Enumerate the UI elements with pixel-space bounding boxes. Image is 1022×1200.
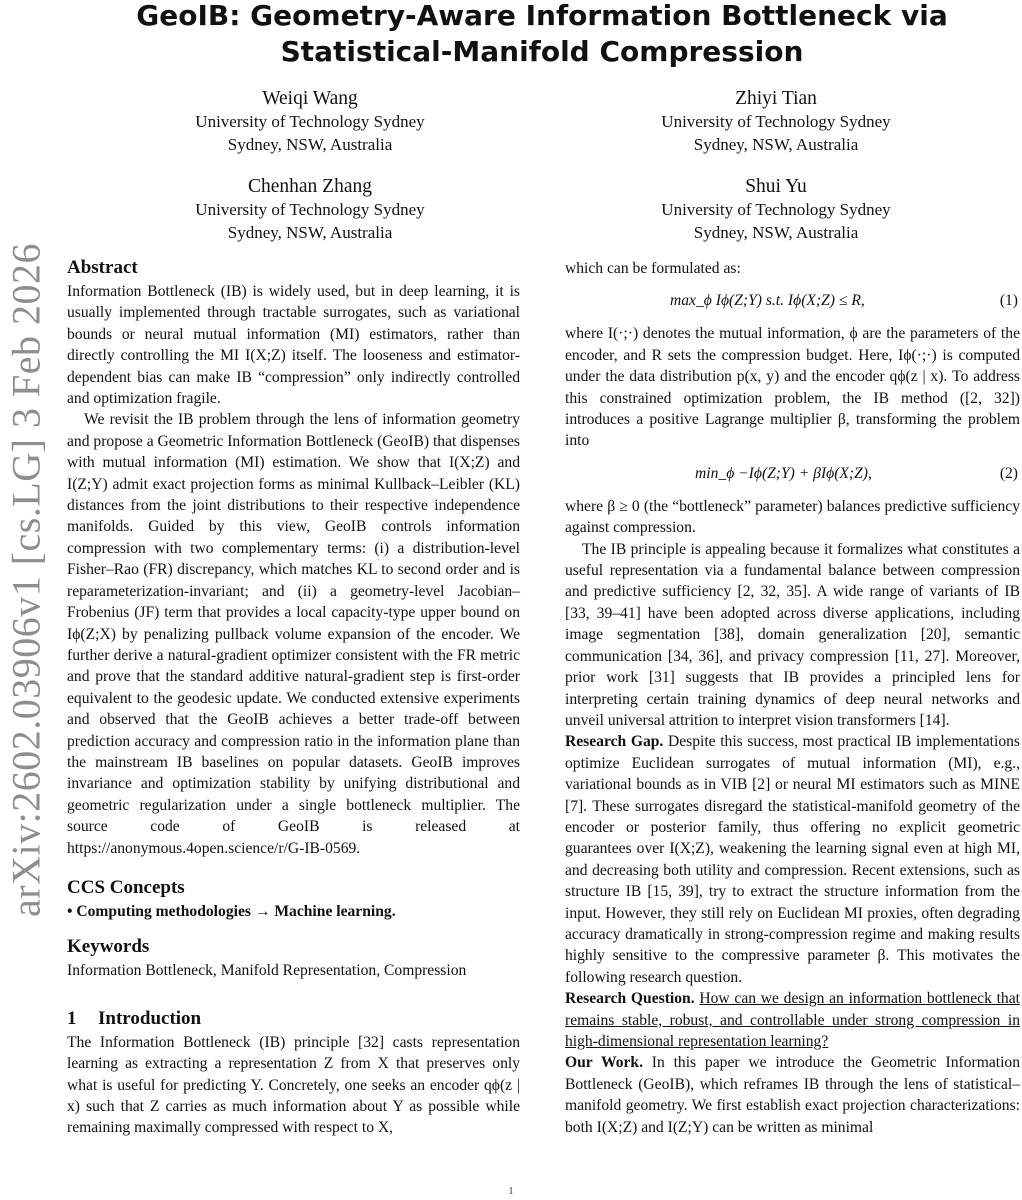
author-block [566,174,986,244]
our-work-paragraph [565,1052,1020,1138]
research-question-text: How can we design an information bottleneck that remains stable, robust, and controllable under strong compression in high-dimensional representation learning? [565,990,1020,1050]
author-name: Shui Yu [745,176,807,197]
equation-1-body: max_ϕ Iϕ(Z;Y) s.t. Iϕ(X;Z) ≤ R, [670,292,865,310]
author-name: Zhiyi Tian [735,88,817,109]
author-affiliation: University of Technology Sydney [195,200,425,219]
title-line-1: GeoIB: Geometry-Aware Information Bottleneck via [136,0,948,32]
author-name: Weiqi Wang [262,88,358,109]
research-gap-label: Research Gap. [565,733,664,751]
our-work-label: Our Work. [565,1054,643,1072]
equation-1-number: (1) [999,292,1018,310]
body-paragraph: where I(·;·) denotes the mutual information, ϕ are the parameters of the encoder, and R sets the compression budget. Here, Iϕ(·;·) is computed under the data distribution p(x, y) and the encoder qϕ(z | x). To address this constrained optimization problem, the IB method ([2, 32]) introduces a positive Lagrange multiplier β, transforming the problem into [565,325,1020,450]
paper-title [80,0,1004,70]
lead-text: which can be formulated as: [565,260,741,277]
author-location: Sydney, NSW, Australia [227,222,393,242]
left-column [67,255,520,1139]
author-name: Chenhan Zhang [247,176,372,197]
body-paragraph: where β ≥ 0 (the “bottleneck” parameter) balances predictive sufficiency against compression. [565,497,1020,537]
keywords-heading: Keywords [67,936,150,958]
body-paragraph: The IB principle is appealing because it formalizes what constitutes a useful representation via a fundamental balance between compression and predictive sufficiency [2, 32, 35]. A wide range of variants of IB [33, 39–41] have been adopted across diverse applications, including image segmentation [38], domain generalization [20], semantic communication [34, 36], and privacy compression [11, 27]. Moreover, prior work [31] suggests that IB provides a principled lens for interpreting certain training dynamics of deep neural networks and unveil universal attrition to interpret vision transformers [14]. [565,540,1020,729]
author-location: Sydney, NSW, Australia [227,134,393,154]
section-number: 1 [67,1007,77,1029]
keywords-text: Information Bottleneck, Manifold Representation, Compression [67,962,467,980]
intro-paragraph: The Information Bottleneck (IB) principle [32] casts representation learning as extracting a representation Z from X that preserves only what is useful for predicting Y. Concretely, one seeks an encoder qϕ(z | x) such that Z carries as much information about Y as possible while remaining maximally compressed with respect to X, [67,1033,520,1137]
author-location: Sydney, NSW, Australia [693,222,859,242]
equation-2 [565,452,1020,496]
ccs-item: • Computing methodologies → Machine learning. [67,902,396,920]
equation-2-body: min_ϕ −Iϕ(Z;Y) + βIϕ(X;Z), [695,464,872,482]
abstract-paragraph: Information Bottleneck (IB) is widely used, but in deep learning, it is usually implemented through tractable surrogates, such as variational bounds or neural mutual information (MI) estimators, rather than directly controlling the MI I(X;Z) itself. The looseness and estimator-dependent bias can make IB “compression” only indirectly controlled and optimization fragile. [67,283,520,408]
research-gap-paragraph [565,731,1020,988]
research-question-label: Research Question. [565,990,695,1008]
ccs-heading: CCS Concepts [67,876,185,898]
arxiv-identifier: arXiv:2602.03906v1 [cs.LG] 3 Feb 2026 [3,243,49,917]
research-gap-text: Despite this success, most practical IB implementations optimize Euclidean surrogates of mutual information (MI), e.g., variational bounds as in VIB [2] or neural MI estimators such as MINE [7]. These surrogates disregard the statistical-manifold geometry of the encoder or posterior family, thus offering no explicit geometric guarantees over I(X;Z), weakening the learning signal even at high MI, and decreasing both utility and compression. Recent extensions, such as structure IB [15, 39], try to extract the structure information from the input. However, they still rely on Euclidean MI proxies, often degrading accuracy dramatically in strong-compression regime and making results highly sensitive to the compressive parameter β. This motivates the following research question. [565,733,1020,986]
author-block [100,174,520,244]
author-affiliation: University of Technology Sydney [195,112,425,131]
page-number: 1 [508,1186,514,1197]
author-location: Sydney, NSW, Australia [693,134,859,154]
our-work-text: In this paper we introduce the Geometric Information Bottleneck (GeoIB), which reframes IB through the lens of statistical–manifold geometry. We first establish exact projection characterizations: both I(X;Z) and I(Z;Y) can be written as minimal [565,1054,1020,1136]
right-column [565,258,1020,1138]
abstract-paragraph: We revisit the IB problem through the lens of information geometry and propose a Geometric Information Bottleneck (GeoIB) that dispenses with mutual information (MI) estimation. We show that I(X;Z) and I(Z;Y) admit exact projection forms as minimal Kullback–Leibler (KL) distances from the joint distributions to their respective independence manifolds. Guided by this view, GeoIB controls information compression with two complementary terms: (i) a distribution-level Fisher–Rao (FR) discrepancy, which matches KL to second order and is reparameterization-invariant; and (ii) a geometry-level Jacobian–Frobenius (JF) term that provides a local capacity-type upper bound on Iϕ(Z;X) by penalizing pullback volume expansion of the encoder. We further derive a natural-gradient optimizer consistent with the FR metric and prove that the standard additive natural-gradient step is first-order equivalent to the geodesic update. We conducted extensive experiments and observed that the GeoIB achieves a better trade-off between prediction accuracy and compression ratio in the information plane than the mainstream IB baselines on popular datasets. GeoIB improves invariance and optimization stability by unifying distributional and geometric regularization under a single bottleneck multiplier. The source code of GeoIB is released at https://anonymous.4open.science/r/G-IB-0569. [67,411,520,857]
author-block [566,86,986,156]
equation-1 [565,279,1020,323]
abstract-heading: Abstract [67,257,138,278]
title-line-2: Statistical-Manifold Compression [280,35,804,68]
equation-2-number: (2) [999,464,1018,482]
author-block [100,86,520,156]
research-question-paragraph [565,988,1020,1052]
author-affiliation: University of Technology Sydney [661,112,891,131]
section-title: Introduction [98,1007,202,1029]
author-affiliation: University of Technology Sydney [661,200,891,219]
section-heading-introduction [67,1006,520,1032]
